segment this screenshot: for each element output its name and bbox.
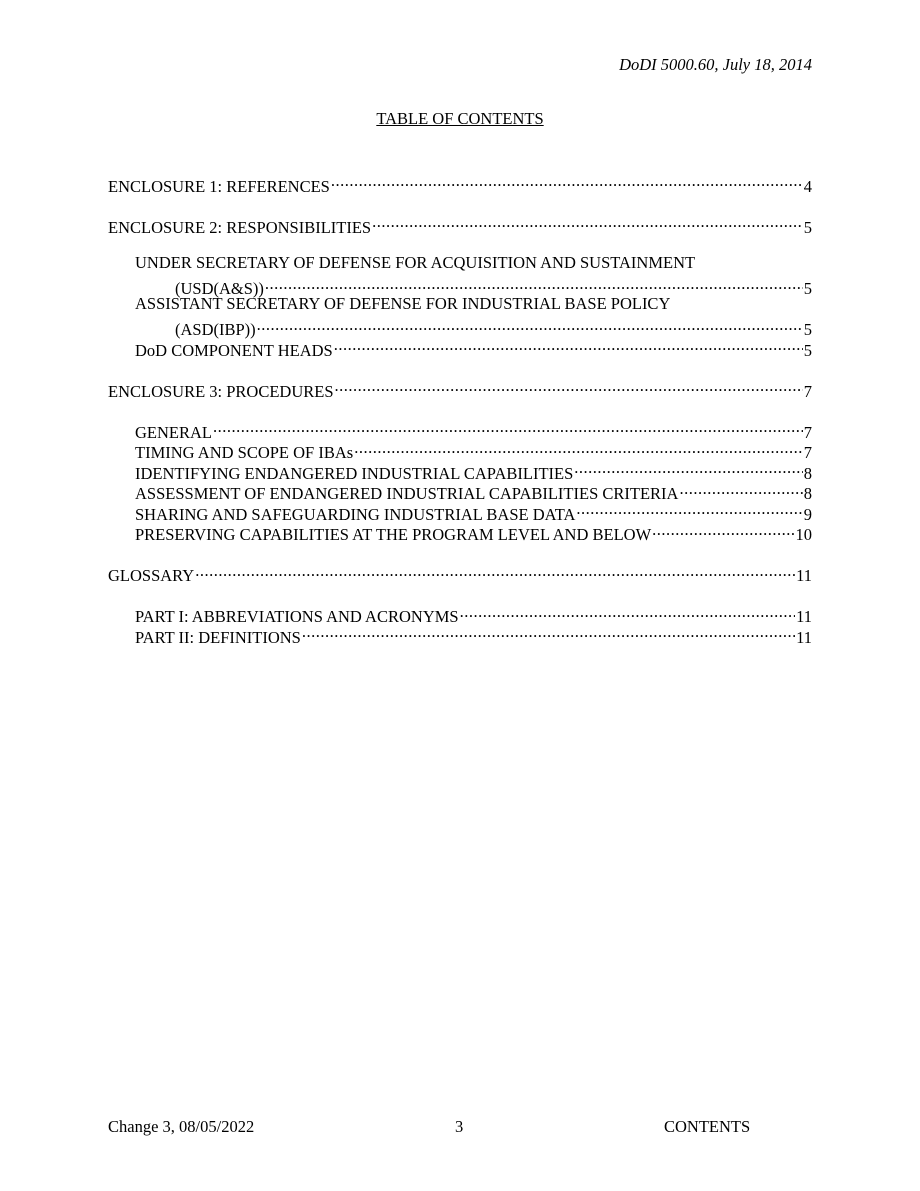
toc-entry-page: 7 — [803, 381, 812, 401]
dot-leader — [257, 315, 803, 336]
toc-entry-label: ASSESSMENT OF ENDANGERED INDUSTRIAL CAPABILITIES CRITERIA — [135, 484, 679, 503]
toc-entry-page: 11 — [796, 607, 812, 626]
toc-entry-label: IDENTIFYING ENDANGERED INDUSTRIAL CAPABILITIES — [135, 463, 574, 483]
toc-entry-glossary[interactable] — [108, 561, 812, 585]
toc-entry-page: 5 — [803, 320, 812, 339]
toc-entry-label: (USD(A&S)) — [175, 279, 264, 298]
toc-entry-general[interactable] — [108, 417, 812, 442]
toc-entry-label: SHARING AND SAFEGUARDING INDUSTRIAL BASE DATA — [135, 504, 576, 524]
toc-entry-label: ENCLOSURE 2: RESPONSIBILITIES — [108, 217, 372, 237]
toc-entry-enclosure-2[interactable] — [108, 212, 812, 237]
dot-leader — [576, 499, 802, 520]
toc-entry-asd-line-1[interactable]: ASSISTANT SECRETARY OF DEFENSE FOR INDUSTRIAL BASE POLICY — [135, 294, 671, 313]
toc-entry-label: PART I: ABBREVIATIONS AND ACRONYMS — [135, 607, 459, 626]
toc-entry-page: 7 — [803, 422, 812, 442]
toc-entry-page: 5 — [803, 279, 812, 298]
toc-entry-page: 4 — [803, 176, 812, 196]
table-of-contents — [108, 171, 812, 647]
toc-entry-usd-line-1[interactable]: UNDER SECRETARY OF DEFENSE FOR ACQUISITION AND SUSTAINMENT — [135, 253, 696, 272]
toc-entry-label: GENERAL — [135, 422, 212, 442]
toc-title: TABLE OF CONTENTS — [376, 109, 544, 128]
footer-page-number: 3 — [455, 1117, 464, 1136]
toc-entry-enclosure-3[interactable] — [108, 376, 812, 401]
dot-leader — [679, 479, 802, 500]
dot-leader — [460, 602, 796, 623]
toc-entry-label: PRESERVING CAPABILITIES AT THE PROGRAM LEVEL AND BELOW — [135, 525, 652, 544]
toc-entry-label: TIMING AND SCOPE OF IBAs — [135, 443, 354, 462]
footer-change-notice: Change 3, 08/05/2022 — [108, 1117, 255, 1136]
toc-entry-page: 11 — [796, 566, 812, 585]
dot-leader — [195, 561, 795, 582]
toc-entry-page: 8 — [803, 484, 812, 503]
dot-leader — [213, 417, 803, 438]
toc-entry-page: 8 — [803, 463, 812, 483]
dot-leader — [354, 438, 803, 459]
document-reference: DoDI 5000.60, July 18, 2014 — [619, 55, 812, 74]
toc-entry-page: 9 — [803, 504, 812, 524]
toc-entry-timing-scope[interactable] — [108, 438, 812, 462]
toc-entry-page: 5 — [803, 340, 812, 360]
toc-entry-label: PART II: DEFINITIONS — [135, 627, 301, 647]
toc-entry-asd[interactable] — [108, 315, 812, 339]
toc-entry-page: 10 — [795, 525, 812, 544]
dot-leader — [331, 171, 803, 192]
dot-leader — [334, 335, 803, 356]
dot-leader — [652, 520, 794, 541]
toc-entry-label: (ASD(IBP)) — [175, 320, 256, 339]
toc-entry-label: ENCLOSURE 3: PROCEDURES — [108, 381, 334, 401]
toc-entry-page: 5 — [803, 217, 812, 237]
toc-entry-usd[interactable] — [108, 274, 812, 298]
dot-leader — [574, 458, 802, 479]
toc-entry-label: ENCLOSURE 1: REFERENCES — [108, 176, 330, 196]
toc-entry-label: GLOSSARY — [108, 566, 195, 585]
toc-entry-label: DoD COMPONENT HEADS — [135, 340, 333, 360]
toc-entry-enclosure-1[interactable] — [108, 171, 812, 196]
toc-entry-page: 11 — [796, 627, 812, 647]
toc-entry-page: 7 — [803, 443, 812, 462]
footer-section-name: CONTENTS — [664, 1117, 751, 1136]
toc-entry-abbreviations[interactable] — [108, 602, 812, 626]
page-footer — [108, 1117, 812, 1139]
dot-leader — [372, 212, 803, 233]
dot-leader — [265, 274, 803, 295]
dot-leader — [335, 376, 803, 397]
dot-leader — [302, 622, 795, 643]
